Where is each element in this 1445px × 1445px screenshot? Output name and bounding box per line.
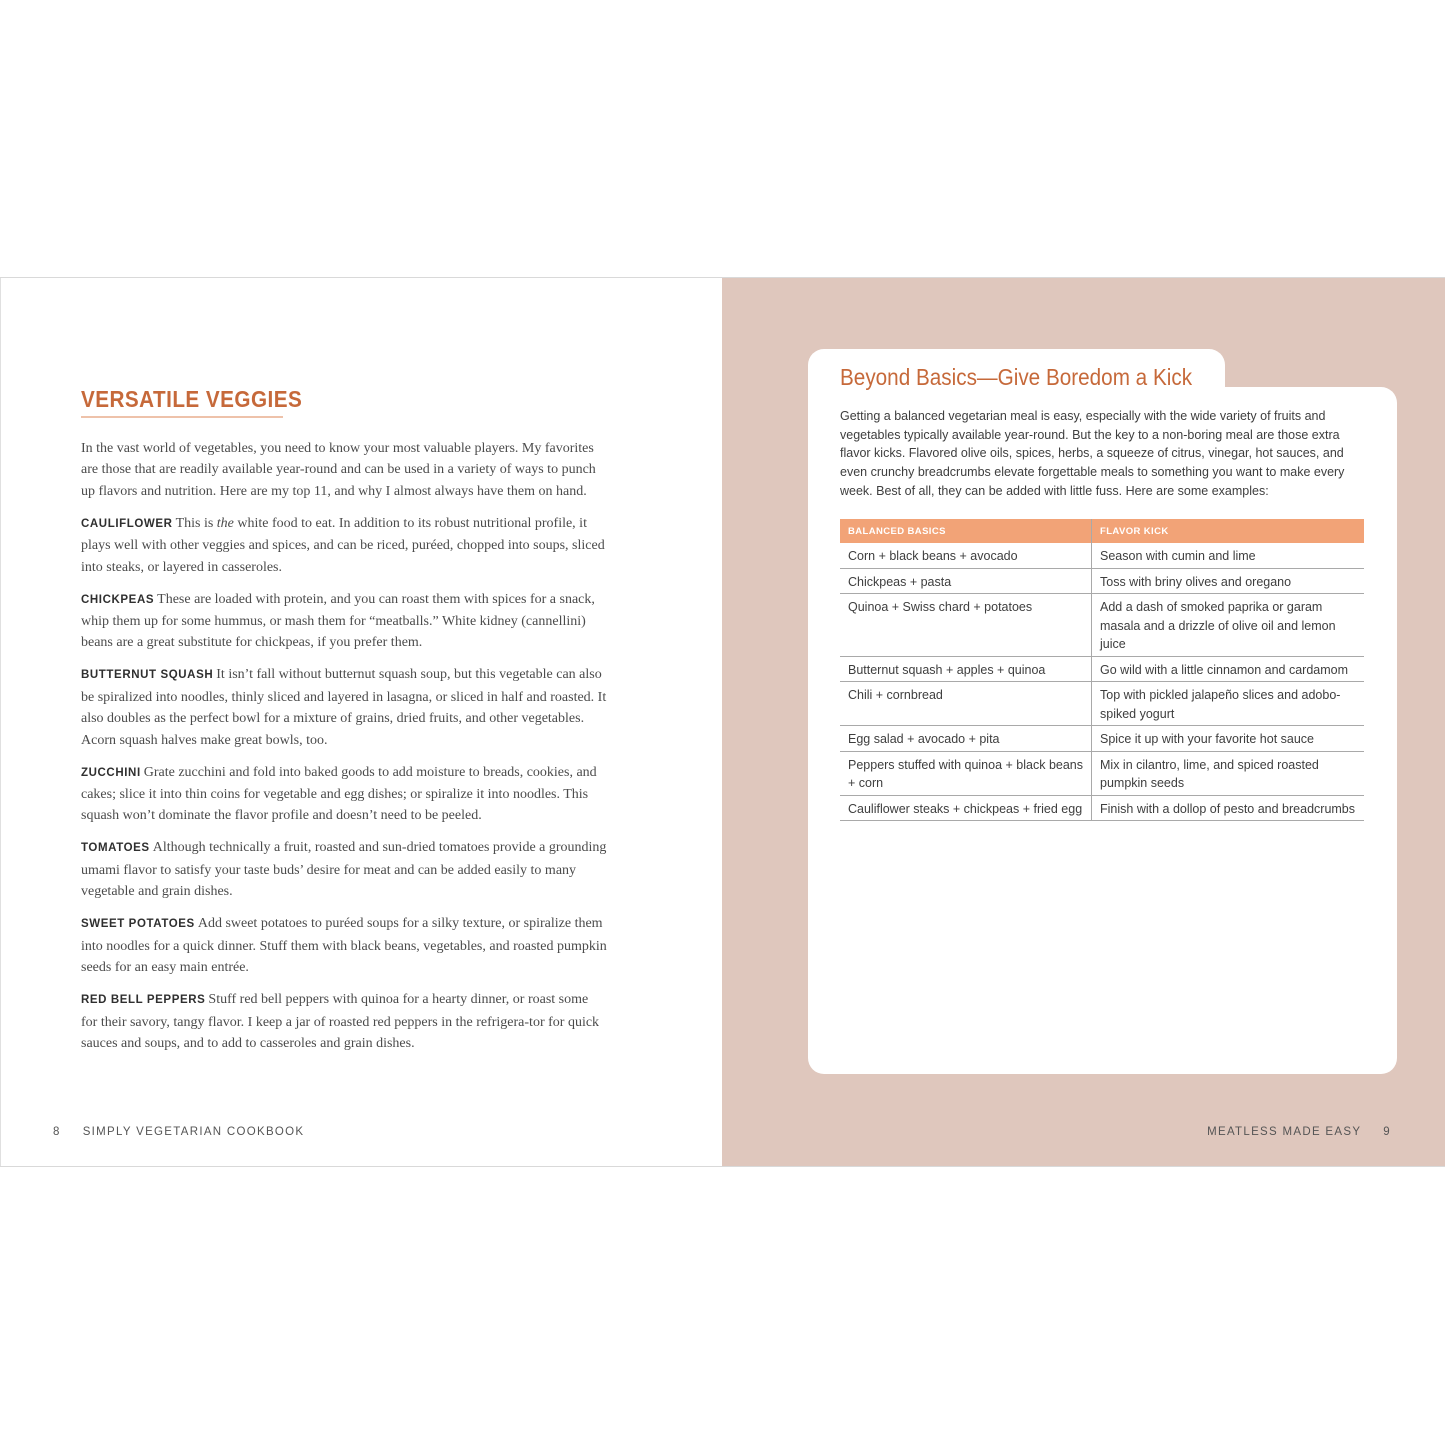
cell-balanced-basics: Butternut squash + apples + quinoa <box>840 656 1092 682</box>
section-title: VERSATILE VEGGIES <box>81 386 303 412</box>
veggie-entry <box>81 513 607 578</box>
veggie-description: white food to eat. In addition to its robust nutritional profile, it plays well with other veggies and spices, and can be riced, puréed, chopped into soups, sliced into steaks, or layered in casseroles. <box>81 515 605 575</box>
veggie-description: Add sweet potatoes to puréed soups for a silky texture, or spiralize them into noodles for a quick dinner. Stuff them with black beans, vegetables, and roasted pumpkin seeds for an easy main entrée. <box>81 916 607 976</box>
title-underline <box>81 416 283 418</box>
veggie-name: SWEET POTATOES <box>81 918 195 931</box>
section-running-title: MEATLESS MADE EASY <box>1207 1126 1362 1138</box>
veggie-entries <box>81 513 607 1055</box>
veggie-name: CAULIFLOWER <box>81 517 173 530</box>
table-row <box>840 682 1364 726</box>
veggie-description: These are loaded with protein, and you can roast them with spices for a snack, whip them up for some hummus, or mash them for “meatballs.” White kidney (cannellini) beans are a great substitute for chickpeas, if you prefer them. <box>81 591 595 651</box>
left-footer <box>53 1126 304 1138</box>
veggie-emphasis: the <box>216 515 234 531</box>
header-flavor-kick: FLAVOR KICK <box>1092 519 1365 543</box>
cell-flavor-kick: Go wild with a little cinnamon and cardamom <box>1092 656 1365 682</box>
cell-flavor-kick: Toss with briny olives and oregano <box>1092 568 1365 594</box>
card-intro: Getting a balanced vegetarian meal is easy, especially with the wide variety of fruits and vegetables typically available year-round. But the key to a non-boring meal are those extra flavor kicks. Flavored olive oils, spices, herbs, a squeeze of citrus, vinegar, hot sauces, and even crunchy breadcrumbs elevate forgettable meals to something you want to make every week. Best of all, they can be added with little fuss. Here are some examples: <box>840 409 1345 498</box>
table-row <box>840 795 1364 821</box>
flavor-table <box>840 519 1364 821</box>
table-row <box>840 594 1364 657</box>
cell-flavor-kick: Top with pickled jalapeño slices and adobo-spiked yogurt <box>1092 682 1365 726</box>
veggie-name: CHICKPEAS <box>81 593 155 606</box>
table-body <box>840 543 1364 821</box>
veggie-entry <box>81 837 607 902</box>
cell-balanced-basics: Egg salad + avocado + pita <box>840 726 1092 752</box>
intro-paragraph: In the vast world of vegetables, you need to know your most valuable players. My favorites are those that are readily available year-round and can be used in a variety of ways to punch up flavors and nutrition. Here are my top 11, and why I almost always have them on hand. <box>81 441 596 499</box>
cell-balanced-basics: Corn + black beans + avocado <box>840 543 1092 568</box>
table-row <box>840 751 1364 795</box>
veggie-entry <box>81 762 607 827</box>
veggie-name: TOMATOES <box>81 842 150 855</box>
cell-balanced-basics: Cauliflower steaks + chickpeas + fried egg <box>840 795 1092 821</box>
cell-flavor-kick: Season with cumin and lime <box>1092 543 1365 568</box>
book-spread <box>0 277 1445 1167</box>
cell-balanced-basics: Chickpeas + pasta <box>840 568 1092 594</box>
header-balanced-basics: BALANCED BASICS <box>840 519 1092 543</box>
cell-flavor-kick: Add a dash of smoked paprika or garam masala and a drizzle of olive oil and lemon juice <box>1092 594 1365 657</box>
veggie-name: BUTTERNUT SQUASH <box>81 669 214 682</box>
table-row <box>840 568 1364 594</box>
cell-balanced-basics: Quinoa + Swiss chard + potatoes <box>840 594 1092 657</box>
veggie-entry <box>81 913 607 978</box>
table-header-row <box>840 519 1364 543</box>
page-number-right: 9 <box>1383 1126 1391 1138</box>
cell-flavor-kick: Mix in cilantro, lime, and spiced roasted pumpkin seeds <box>1092 751 1365 795</box>
cell-balanced-basics: Chili + cornbread <box>840 682 1092 726</box>
veggie-text-lead: This is <box>175 515 217 531</box>
table-row <box>840 726 1364 752</box>
veggie-entry <box>81 589 607 654</box>
body-text <box>81 438 607 1065</box>
right-page <box>722 278 1445 1166</box>
veggie-name: RED BELL PEPPERS <box>81 994 206 1007</box>
book-title: SIMPLY VEGETARIAN COOKBOOK <box>82 1126 305 1138</box>
left-page <box>0 278 722 1166</box>
table-row <box>840 656 1364 682</box>
veggie-entry <box>81 989 607 1054</box>
veggie-entry <box>81 664 607 751</box>
veggie-description: It isn’t fall without butternut squash soup, but this vegetable can also be spiralized into noodles, thinly sliced and layered in lasagna, or sliced in half and roasted. It also doubles as the perfect bowl for a mixture of grains, dried fruits, and other vegetables. Acorn squash halves make great bowls, too. <box>81 667 607 748</box>
veggie-description: Grate zucchini and fold into baked goods to add moisture to breads, cookies, and cakes; slice it into thin coins for vegetable and egg dishes; or spiralize it into noodles. This squash won’t dominate the flavor profile and doesn’t need to be peeled. <box>81 764 597 824</box>
veggie-description: Although technically a fruit, roasted and sun-dried tomatoes provide a grounding umami flavor to satisfy your taste buds’ desire for meat and can be added easily to many vegetable and grain dishes. <box>81 840 607 900</box>
page-number-left: 8 <box>53 1126 61 1138</box>
veggie-name: ZUCCHINI <box>81 766 141 779</box>
cell-flavor-kick: Finish with a dollop of pesto and breadcrumbs <box>1092 795 1365 821</box>
card-title: Beyond Basics—Give Boredom a Kick <box>840 364 1193 390</box>
table-row <box>840 543 1364 568</box>
veggie-description: Stuff red bell peppers with quinoa for a hearty dinner, or roast some for their savory, tangy flavor. I keep a jar of roasted red peppers in the refrigera-tor for quick sauces and soups, and to add to casseroles and grain dishes. <box>81 992 600 1051</box>
right-footer <box>1207 1126 1391 1138</box>
cell-balanced-basics: Peppers stuffed with quinoa + black beans + corn <box>840 751 1092 795</box>
cell-flavor-kick: Spice it up with your favorite hot sauce <box>1092 726 1365 752</box>
